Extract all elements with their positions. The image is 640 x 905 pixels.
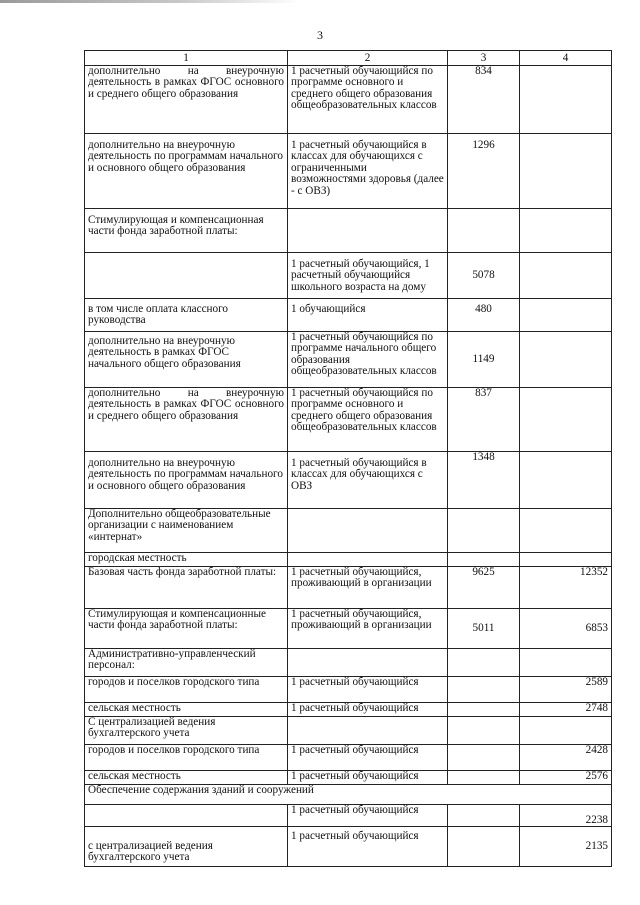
- scan-edge-artifact: [0, 0, 300, 3]
- table-row: [85, 332, 612, 388]
- row-description: с централизацией ведения бухгалтерского учета: [85, 827, 288, 867]
- row-value-3: [448, 677, 520, 703]
- column-header: 1: [85, 51, 288, 66]
- row-unit: 1 расчетный обучающийся: [288, 703, 448, 717]
- row-description: городская местность: [85, 553, 288, 567]
- row-value-4: 2135: [520, 827, 612, 867]
- row-unit: 1 расчетный обучающийся по программе начального общего образования общеобразовательных классов: [288, 332, 448, 388]
- table-row: [85, 805, 612, 827]
- section-heading: Обеспечение содержания зданий и сооружений: [85, 785, 612, 805]
- column-header: 4: [520, 51, 612, 66]
- table-row: [85, 388, 612, 452]
- table-row: [85, 567, 612, 609]
- table-row: [85, 827, 612, 867]
- row-description: в том числе оплата классного руководства: [85, 299, 288, 332]
- row-value-3: [448, 703, 520, 717]
- table-row: [85, 553, 612, 567]
- row-value-4: [520, 66, 612, 134]
- row-value-3: 837: [448, 388, 520, 452]
- row-value-4: [520, 717, 612, 745]
- row-value-4: 2589: [520, 677, 612, 703]
- row-description: дополнительно на внеурочную деятельность по программам начального и основного общего образования: [85, 452, 288, 509]
- row-unit: 1 расчетный обучающийся, проживающий в организации: [288, 609, 448, 649]
- row-value-3: [448, 745, 520, 771]
- table-row: [85, 717, 612, 745]
- allocation-table: [84, 50, 612, 867]
- row-description: городов и поселков городского типа: [85, 745, 288, 771]
- row-unit: [288, 717, 448, 745]
- row-value-3: [448, 509, 520, 553]
- row-description: Базовая часть фонда заработной платы:: [85, 567, 288, 609]
- row-unit: 1 расчетный обучающийся в классах для обучающихся с ограниченными возможностями здоровья (далее - с ОВЗ): [288, 134, 448, 209]
- row-description: Административно-управленческий персонал:: [85, 649, 288, 677]
- row-value-4: 2428: [520, 745, 612, 771]
- table-row: [85, 677, 612, 703]
- row-description: Стимулирующая и компенсационная части фонда заработной платы:: [85, 209, 288, 253]
- column-header: 3: [448, 51, 520, 66]
- table-row: [85, 299, 612, 332]
- row-value-3: [448, 717, 520, 745]
- row-unit: 1 расчетный обучающийся в классах для обучающихся с ОВЗ: [288, 452, 448, 509]
- row-unit: [288, 649, 448, 677]
- table-row: [85, 771, 612, 785]
- row-value-3: [448, 649, 520, 677]
- row-description: [85, 805, 288, 827]
- row-unit: 1 расчетный обучающийся: [288, 745, 448, 771]
- row-description: [85, 253, 288, 299]
- row-value-4: [520, 253, 612, 299]
- table-section-row: [85, 785, 612, 805]
- row-description: дополнительно на внеурочную деятельность в рамках ФГОС основного и среднего общего образования: [85, 66, 288, 134]
- row-value-3: 1149: [448, 332, 520, 388]
- table-row: [85, 745, 612, 771]
- row-value-3: [448, 805, 520, 827]
- page-number: 3: [317, 28, 323, 42]
- row-description: Стимулирующая и компенсационные части фонда заработной платы:: [85, 609, 288, 649]
- row-value-4: [520, 299, 612, 332]
- row-value-4: 2748: [520, 703, 612, 717]
- row-value-3: [448, 827, 520, 867]
- table-row: [85, 509, 612, 553]
- row-description: городов и поселков городского типа: [85, 677, 288, 703]
- row-value-3: 1296: [448, 134, 520, 209]
- row-value-3: 5011: [448, 609, 520, 649]
- row-value-4: 2576: [520, 771, 612, 785]
- row-unit: 1 расчетный обучающийся по программе основного и среднего общего образования общеобразовательных классов: [288, 66, 448, 134]
- row-unit: 1 обучающийся: [288, 299, 448, 332]
- row-description: дополнительно на внеурочную деятельность в рамках ФГОС основного и среднего общего образования: [85, 388, 288, 452]
- row-unit: 1 расчетный обучающийся: [288, 771, 448, 785]
- row-value-4: [520, 209, 612, 253]
- row-value-3: [448, 553, 520, 567]
- row-unit: 1 расчетный обучающийся: [288, 805, 448, 827]
- row-value-4: 2238: [520, 805, 612, 827]
- column-header: 2: [288, 51, 448, 66]
- row-description: дополнительно на внеурочную деятельность по программам начального и основного общего образования: [85, 134, 288, 209]
- row-description: сельская местность: [85, 703, 288, 717]
- row-value-4: 6853: [520, 609, 612, 649]
- table-row: [85, 253, 612, 299]
- row-unit: 1 расчетный обучающийся, 1 расчетный обучающийся школьного возраста на дому: [288, 253, 448, 299]
- row-unit: [288, 209, 448, 253]
- row-value-3: 480: [448, 299, 520, 332]
- row-description: сельская местность: [85, 771, 288, 785]
- row-value-4: [520, 332, 612, 388]
- table-row: [85, 209, 612, 253]
- row-unit: 1 расчетный обучающийся по программе основного и среднего общего образования общеобразовательных классов: [288, 388, 448, 452]
- row-value-4: [520, 452, 612, 509]
- row-value-3: 9625: [448, 567, 520, 609]
- row-value-4: [520, 134, 612, 209]
- row-unit: [288, 553, 448, 567]
- table-row: [85, 703, 612, 717]
- row-value-4: [520, 553, 612, 567]
- table-row: [85, 649, 612, 677]
- table-row: [85, 609, 612, 649]
- row-description: дополнительно на внеурочную деятельность в рамках ФГОС начального общего образования: [85, 332, 288, 388]
- row-unit: 1 расчетный обучающийся: [288, 827, 448, 867]
- row-value-3: [448, 209, 520, 253]
- row-unit: 1 расчетный обучающийся: [288, 677, 448, 703]
- table-row: [85, 452, 612, 509]
- table-row: [85, 134, 612, 209]
- row-value-3: [448, 771, 520, 785]
- row-value-4: [520, 388, 612, 452]
- row-description: С централизацией ведения бухгалтерского учета: [85, 717, 288, 745]
- row-value-3: 5078: [448, 253, 520, 299]
- table-header-row: [85, 51, 612, 66]
- row-description: Дополнительно общеобразовательные организации с наименованием «интернат»: [85, 509, 288, 553]
- row-value-3: 834: [448, 66, 520, 134]
- row-value-4: [520, 649, 612, 677]
- row-unit: 1 расчетный обучающийся, проживающий в организации: [288, 567, 448, 609]
- row-value-3: 1348: [448, 452, 520, 509]
- table-row: [85, 66, 612, 134]
- row-value-4: [520, 509, 612, 553]
- row-value-4: 12352: [520, 567, 612, 609]
- row-unit: [288, 509, 448, 553]
